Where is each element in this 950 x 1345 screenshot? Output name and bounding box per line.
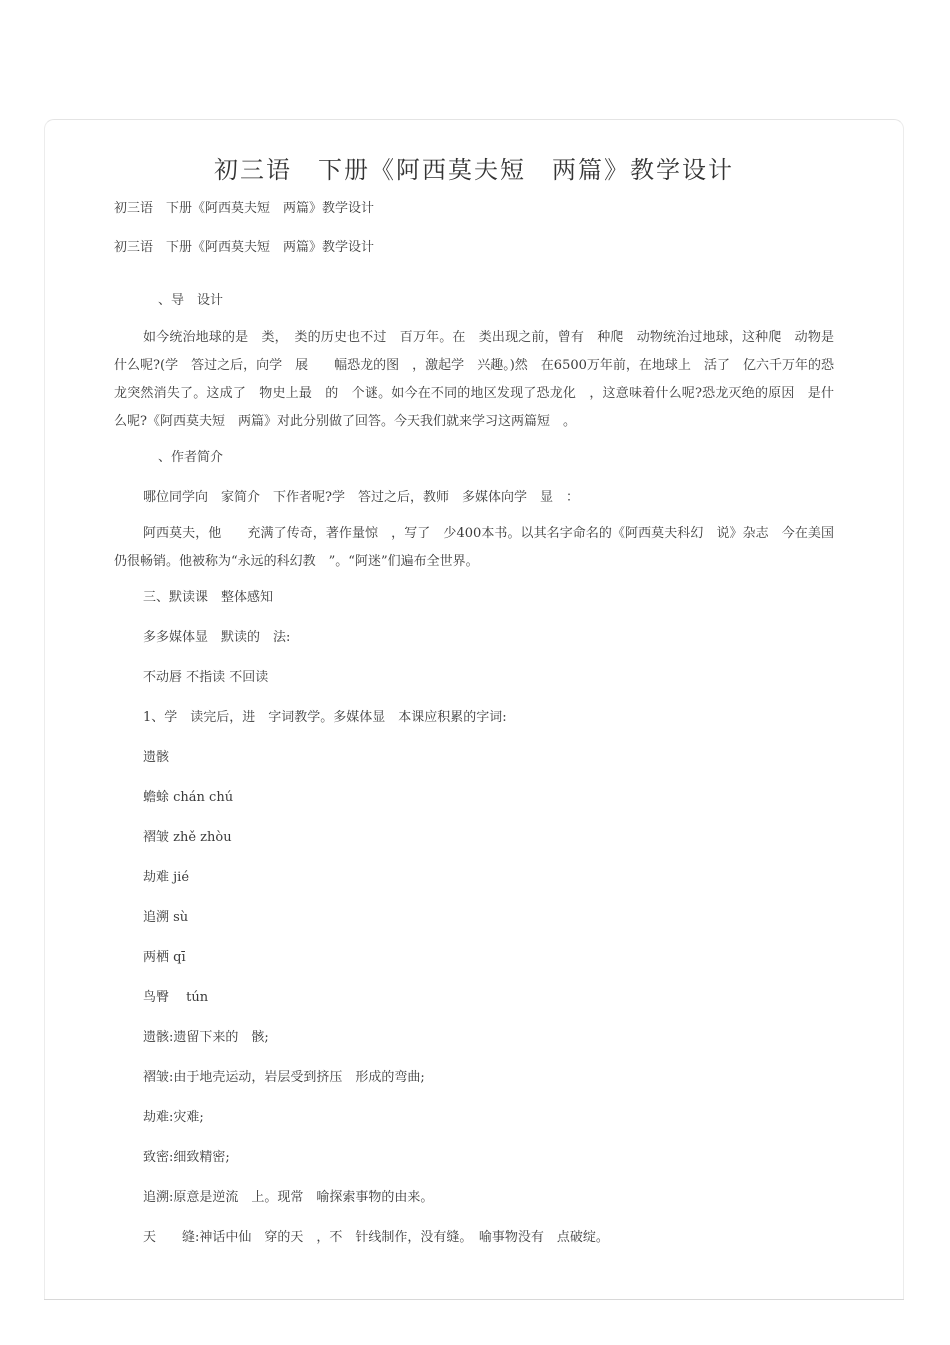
subtitle-line-2: 初三语 下册《阿西莫夫短 两篇》教学设计	[114, 240, 375, 255]
vocab-item: 褶皱 zhě zhòu	[143, 830, 232, 845]
vocab-definition: 褶皱:由于地壳运动，岩层受到挤压 形成的弯曲;	[143, 1070, 425, 1085]
document-content	[114, 150, 834, 1248]
vocab-definition: 劫难:灾难;	[143, 1110, 204, 1125]
page-bottom-divider	[44, 1299, 904, 1300]
vocab-definition: 追溯:原意是逆流 上。现常 喻探索事物的由来。	[143, 1190, 434, 1205]
section-heading-silent-reading: 三、默读课 整体感知	[143, 590, 274, 605]
document-title: 初三语 下册《阿西莫夫短 两篇》教学设计	[214, 156, 734, 184]
vocab-intro-line: 1、学 读完后，进 字词教学。多媒体显 本课应积累的字词:	[143, 710, 507, 725]
vocab-item: 蟾蜍 chán chú	[143, 790, 234, 805]
vocab-definition: 致密:细致精密;	[143, 1150, 230, 1165]
subtitle-line-1: 初三语 下册《阿西莫夫短 两篇》教学设计	[114, 201, 375, 216]
intro-paragraph: 如今统治地球的是 类， 类的历史也不过 百万年。在 类出现之前，曾有 种爬 动物统治过地球，这种爬 动物是什么呢?(学 答过之后，向学 展 幅恐龙的图 ，激起学 兴趣。)然 在6500万年前，在地球上 活了 亿六千万年的恐龙突然消失了。这成了 物史上最 的 个谜。如今在不同的地区发现了恐龙化 ，这意味着什么呢?恐龙灭绝的原因 是什么呢?《阿西莫夫短 两篇》对此分别做了回答。今天我们就来学习这两篇短 。	[114, 330, 834, 429]
vocab-item: 两栖 qī	[143, 950, 186, 965]
reading-method-line: 多多媒体显 默读的 法:	[143, 630, 291, 645]
vocab-definition: 遗骸:遗留下来的 骸;	[143, 1030, 269, 1045]
reading-rules-line: 不动唇 不指读 不回读	[143, 670, 269, 685]
section-heading-author: 、作者简介	[158, 450, 224, 465]
author-paragraph: 阿西莫夫，他 充满了传奇，著作量惊 ，写了 少400本书。以其名字命名的《阿西莫夫科幻 说》杂志 今在美国仍很畅销。他被称为“永远的科幻教 ”。“阿迷”们遍布全世界。	[114, 526, 834, 569]
author-prompt-line: 哪位同学向 家简介 下作者呢?学 答过之后，教师 多媒体向学 显 ：	[143, 490, 579, 505]
vocab-item: 遗骸	[143, 750, 170, 765]
vocab-item: 劫难 jié	[143, 870, 190, 885]
vocab-item: 追溯 sù	[143, 910, 189, 925]
vocab-item: 鸟臀 tún	[143, 990, 209, 1005]
vocab-definition: 天 缝:神话中仙 穿的天 ，不 针线制作，没有缝。 喻事物没有 点破绽。	[143, 1230, 609, 1245]
section-heading-intro-design: 、导 设计	[158, 293, 224, 308]
